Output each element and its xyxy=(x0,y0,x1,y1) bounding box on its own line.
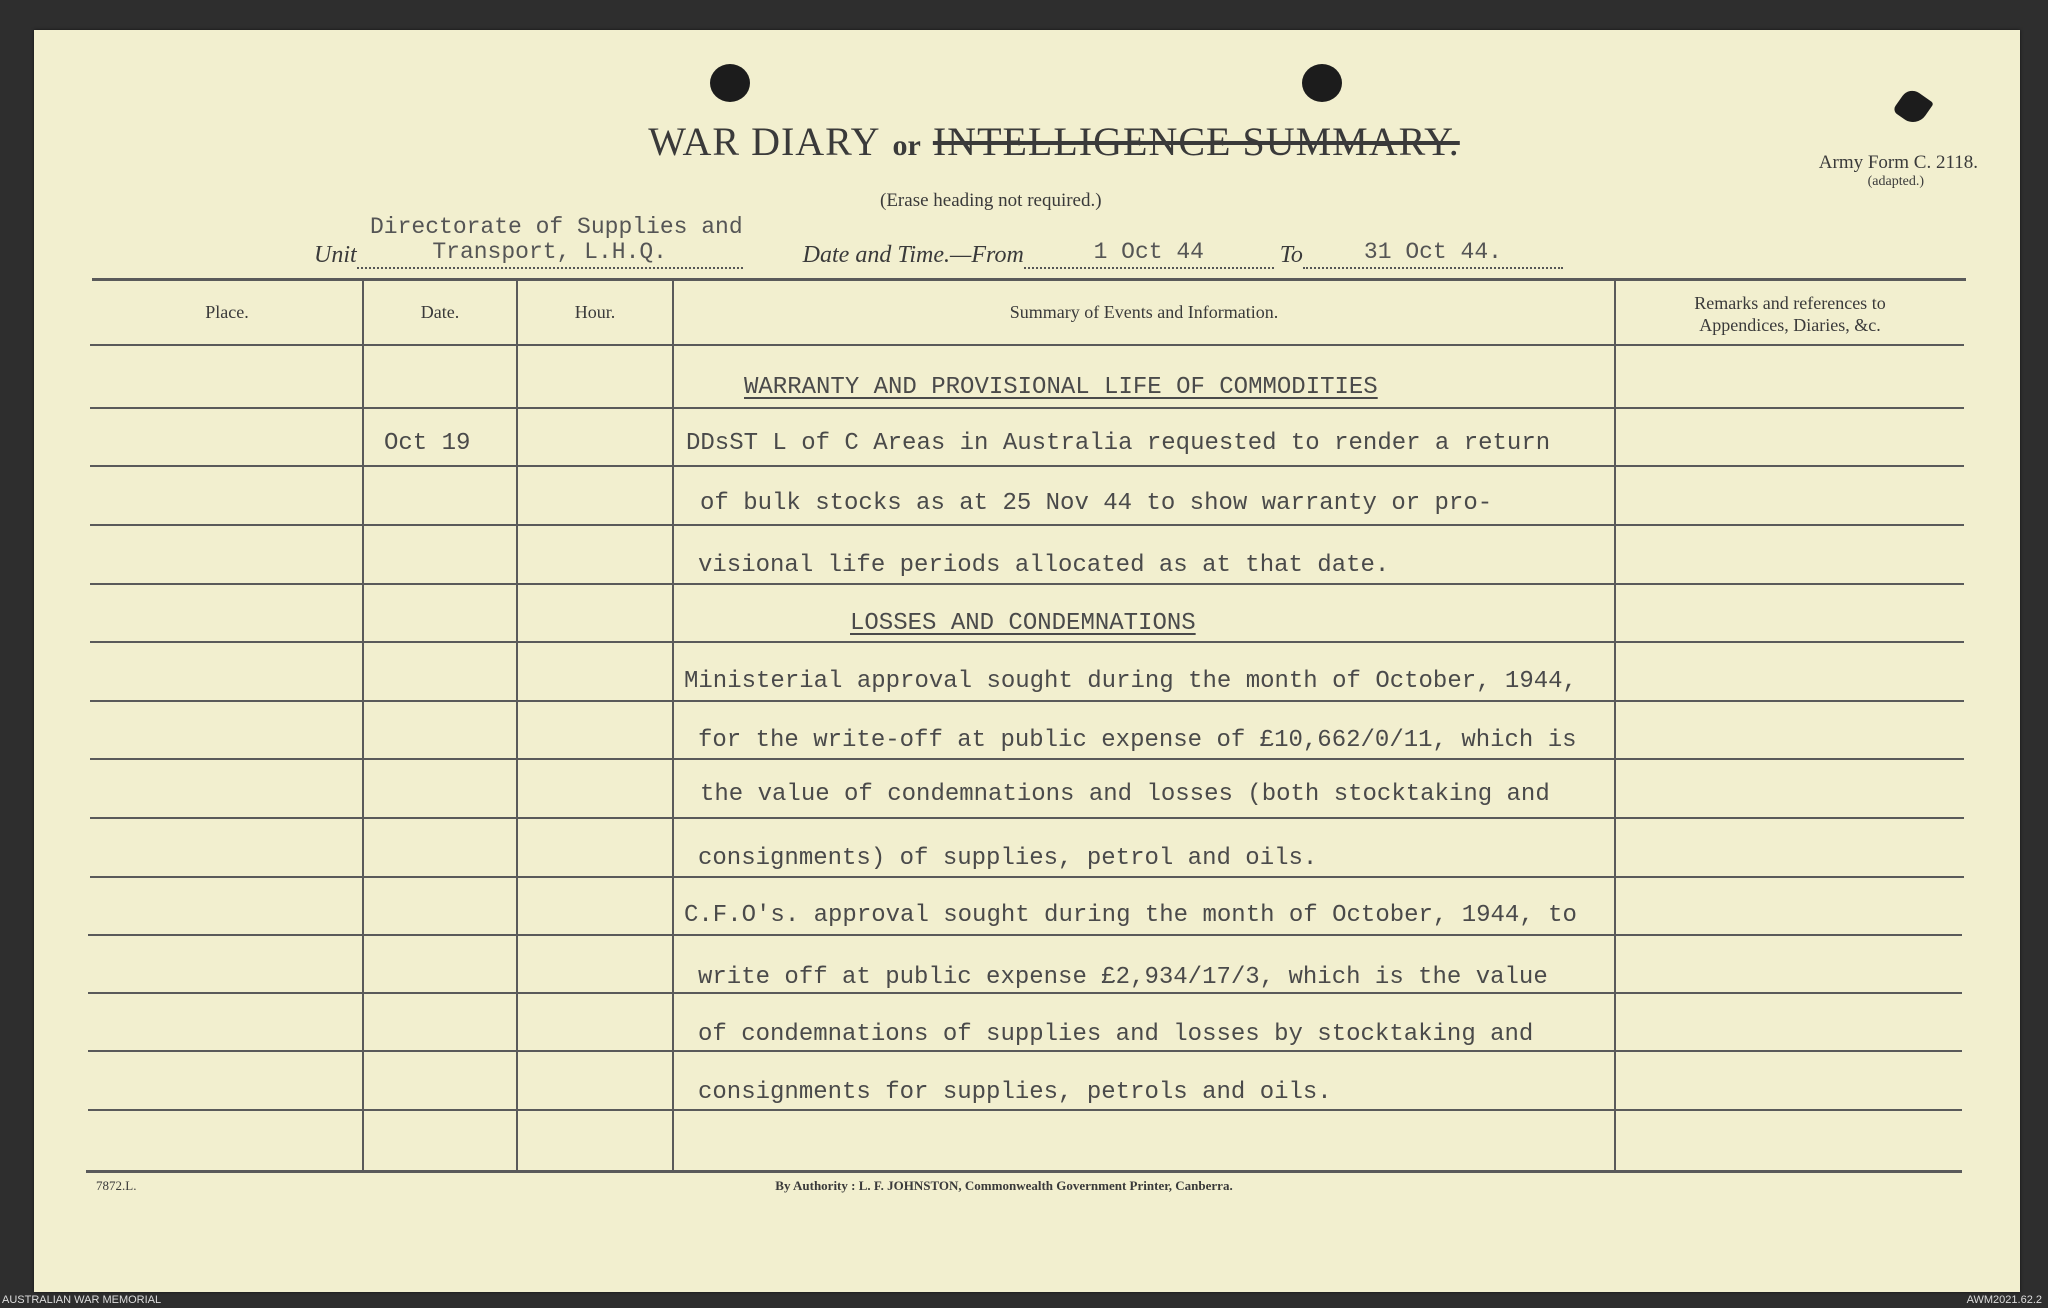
entry-line: for the write-off at public expense of £10,662/0/11, which is xyxy=(698,727,1577,754)
remarks-header-line1: Remarks and references to xyxy=(1694,293,1886,313)
entry-line: DDsST L of C Areas in Australia requested to render a return xyxy=(686,430,1551,457)
printer-authority: By Authority : L. F. JOHNSTON, Commonwealth Government Printer, Canberra. xyxy=(775,1178,1233,1193)
table-bottom-rule xyxy=(86,1170,1962,1173)
row-rule xyxy=(90,700,1964,702)
column-header-date: Date. xyxy=(420,302,460,322)
unit-date-row xyxy=(314,239,1563,269)
entry-line: of bulk stocks as at 25 Nov 44 to show warranty or pro- xyxy=(700,490,1493,517)
row-rule xyxy=(90,876,1964,878)
date-to-field xyxy=(1303,239,1563,269)
section-heading-losses: LOSSES AND CONDEMNATIONS xyxy=(850,610,1196,637)
unit-value-line2: Transport, L.H.Q. xyxy=(432,239,667,265)
row-rule xyxy=(90,344,1964,346)
date-from-field xyxy=(1024,239,1274,269)
archive-accession-number: AWM2021.62.2 xyxy=(1966,1294,2042,1306)
row-rule xyxy=(90,524,1964,526)
form-print-number: 7872.L. xyxy=(96,1178,137,1193)
date-from-label: Date and Time.—From xyxy=(802,242,1024,268)
column-header-place: Place. xyxy=(205,302,249,322)
entry-date-oct-19: Oct 19 xyxy=(384,430,471,457)
title-or: or xyxy=(892,129,921,162)
entry-line: write off at public expense £2,934/17/3, which is the value xyxy=(698,964,1548,991)
column-divider-date xyxy=(516,280,518,1170)
row-rule xyxy=(90,641,1964,643)
column-divider-hour xyxy=(672,280,674,1170)
row-rule xyxy=(90,817,1964,819)
remarks-header-line2: Appendices, Diaries, &c. xyxy=(1699,315,1881,335)
entry-line: of condemnations of supplies and losses by stocktaking and xyxy=(698,1021,1534,1048)
column-header-hour: Hour. xyxy=(574,302,616,322)
row-rule xyxy=(90,583,1964,585)
row-rule xyxy=(88,1109,1962,1111)
row-rule xyxy=(88,934,1962,936)
army-form-label: Army Form C. 2118. xyxy=(1818,152,1978,173)
row-rule xyxy=(88,992,1962,994)
unit-label: Unit xyxy=(314,242,357,268)
punch-hole-left xyxy=(710,64,750,102)
unit-field xyxy=(357,239,743,269)
form-title xyxy=(0,118,2048,165)
date-to-value: 31 Oct 44. xyxy=(1363,239,1502,265)
army-form-number xyxy=(1819,152,1978,190)
row-rule xyxy=(90,465,1964,467)
entry-line: consignments) of supplies, petrol and oils. xyxy=(698,845,1318,872)
title-instruction: (Erase heading not required.) xyxy=(880,190,1102,211)
entry-line: consignments for supplies, petrols and oils. xyxy=(698,1079,1332,1106)
column-divider-place xyxy=(362,280,364,1170)
archive-credit: AUSTRALIAN WAR MEMORIAL xyxy=(2,1294,162,1306)
punch-hole-right xyxy=(1302,64,1342,102)
table-top-rule xyxy=(92,278,1966,281)
entry-line: Ministerial approval sought during the month of October, 1944, xyxy=(684,668,1577,695)
unit-value-line1: Directorate of Supplies and xyxy=(370,214,743,240)
date-to-label: To xyxy=(1279,242,1303,268)
date-from-value: 1 Oct 44 xyxy=(1093,239,1204,265)
army-form-adapted: (adapted.) xyxy=(1867,174,1924,189)
entry-line: C.F.O's. approval sought during the month of October, 1944, to xyxy=(684,902,1577,929)
section-heading-warranty: WARRANTY AND PROVISIONAL LIFE OF COMMODITIES xyxy=(744,374,1378,401)
column-divider-summary xyxy=(1614,280,1616,1170)
column-header-summary: Summary of Events and Information. xyxy=(1009,302,1279,322)
entry-line: visional life periods allocated as at that date. xyxy=(698,552,1390,579)
row-rule xyxy=(88,1050,1962,1052)
row-rule xyxy=(90,758,1964,760)
column-header-remarks xyxy=(1616,292,1964,336)
title-war-diary: WAR DIARY xyxy=(648,119,881,164)
entry-line: the value of condemnations and losses (both stocktaking and xyxy=(700,781,1550,808)
title-intelligence-summary-struck: INTELLIGENCE SUMMARY. xyxy=(932,119,1460,164)
row-rule xyxy=(90,407,1964,409)
